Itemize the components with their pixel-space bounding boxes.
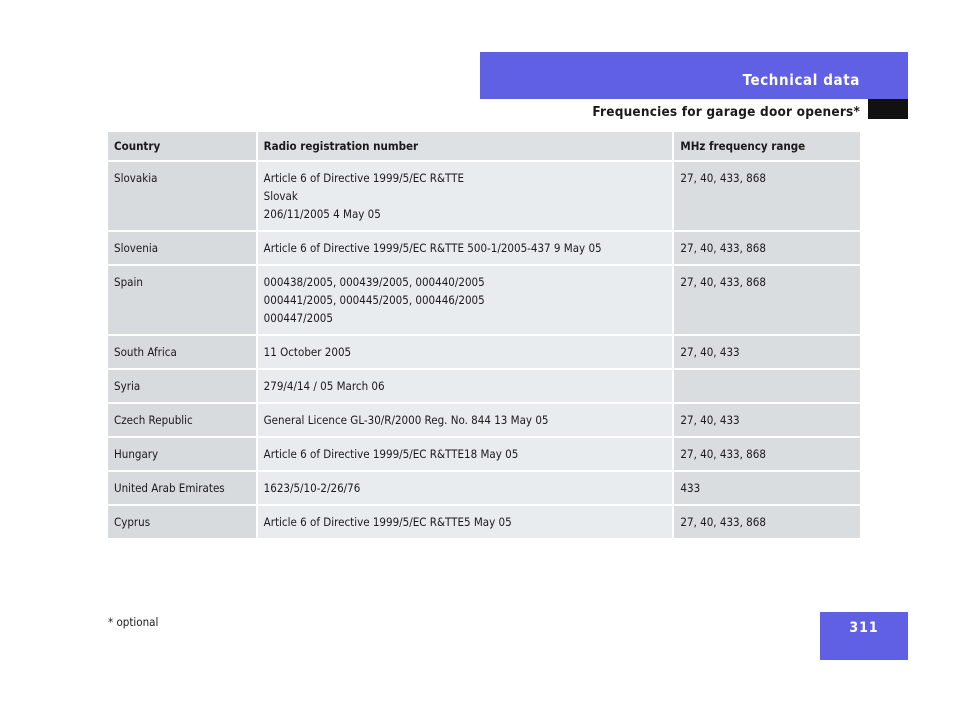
cell-country: Hungary xyxy=(108,438,258,472)
cell-registration xyxy=(258,370,675,404)
column-header-frequency: MHz frequency range xyxy=(674,132,860,162)
cell-frequency: 27, 40, 433, 868 xyxy=(674,232,860,266)
footnote: * optional xyxy=(108,615,159,629)
table-row xyxy=(108,506,860,540)
registration-line: 000438/2005, 000439/2005, 000440/2005 xyxy=(263,275,485,289)
registration-line: Article 6 of Directive 1999/5/EC R&TTE 500-1/2005-437 9 May 05 xyxy=(263,241,602,255)
cell-country: South Africa xyxy=(108,336,258,370)
page-number-label: 311 xyxy=(849,620,879,636)
cell-frequency: 433 xyxy=(674,472,860,506)
cell-registration xyxy=(258,336,675,370)
registration-line: Article 6 of Directive 1999/5/EC R&TTE18 May 05 xyxy=(263,447,519,461)
cell-registration xyxy=(258,404,675,438)
black-tab-marker xyxy=(868,99,908,119)
column-header-registration: Radio registration number xyxy=(258,132,675,162)
cell-frequency: 27, 40, 433, 868 xyxy=(674,438,860,472)
cell-registration xyxy=(258,162,675,232)
table-row xyxy=(108,336,860,370)
cell-registration xyxy=(258,266,675,336)
cell-frequency: 27, 40, 433, 868 xyxy=(674,266,860,336)
cell-country: Slovakia xyxy=(108,162,258,232)
cell-frequency xyxy=(674,370,860,404)
cell-country: Cyprus xyxy=(108,506,258,540)
cell-country: Czech Republic xyxy=(108,404,258,438)
table-body xyxy=(108,162,860,540)
table-row xyxy=(108,438,860,472)
column-header-country: Country xyxy=(108,132,258,162)
cell-frequency: 27, 40, 433 xyxy=(674,404,860,438)
table-row xyxy=(108,370,860,404)
cell-registration xyxy=(258,472,675,506)
table-row xyxy=(108,232,860,266)
table-header-row xyxy=(108,132,860,162)
table-row xyxy=(108,404,860,438)
cell-frequency: 27, 40, 433, 868 xyxy=(674,506,860,540)
cell-country: United Arab Emirates xyxy=(108,472,258,506)
registration-line: 1623/5/10-2/26/76 xyxy=(263,481,361,495)
section-title: Technical data xyxy=(742,71,860,89)
cell-frequency: 27, 40, 433 xyxy=(674,336,860,370)
frequency-table xyxy=(108,132,860,540)
registration-line: 206/11/2005 4 May 05 xyxy=(263,207,381,221)
cell-registration xyxy=(258,438,675,472)
registration-line: 000447/2005 xyxy=(263,311,333,325)
registration-line: 11 October 2005 xyxy=(263,345,352,359)
page-number xyxy=(820,612,908,660)
registration-line: Article 6 of Directive 1999/5/EC R&TTE5 May 05 xyxy=(263,515,512,529)
registration-line: Article 6 of Directive 1999/5/EC R&TTE xyxy=(263,171,464,185)
cell-country: Spain xyxy=(108,266,258,336)
table-row xyxy=(108,472,860,506)
section-tab xyxy=(480,52,908,99)
cell-country: Syria xyxy=(108,370,258,404)
table-row xyxy=(108,266,860,336)
cell-frequency: 27, 40, 433, 868 xyxy=(674,162,860,232)
registration-line: 279/4/14 / 05 March 06 xyxy=(263,379,385,393)
registration-line: General Licence GL-30/R/2000 Reg. No. 844 13 May 05 xyxy=(263,413,549,427)
registration-line: Slovak xyxy=(263,189,298,203)
cell-country: Slovenia xyxy=(108,232,258,266)
table-row xyxy=(108,162,860,232)
page-subtitle: Frequencies for garage door openers* xyxy=(592,104,860,120)
cell-registration xyxy=(258,232,675,266)
registration-line: 000441/2005, 000445/2005, 000446/2005 xyxy=(263,293,485,307)
cell-registration xyxy=(258,506,675,540)
